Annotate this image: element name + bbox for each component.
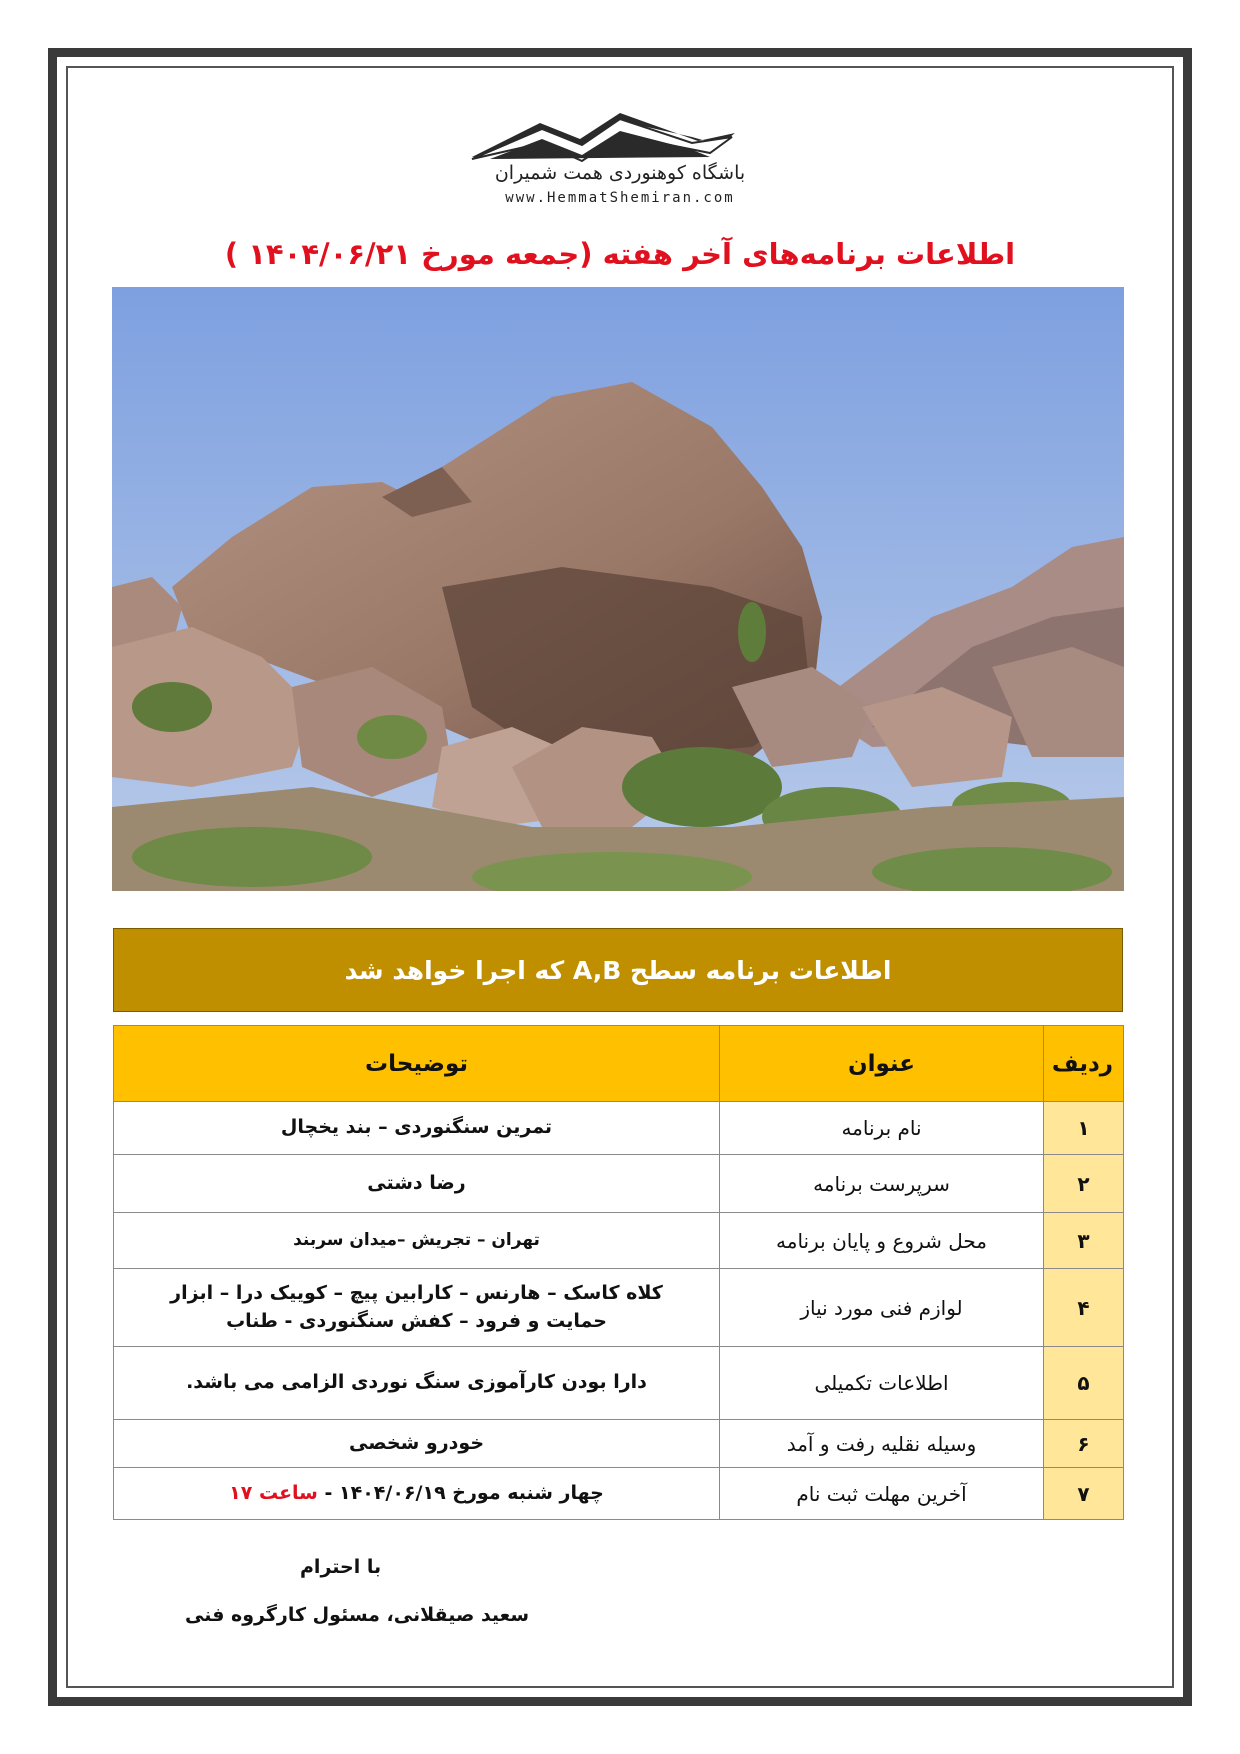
row-desc: خودرو شخصی [114,1420,720,1468]
row-title: سرپرست برنامه [720,1155,1044,1213]
row-num: ۶ [1044,1420,1124,1468]
row-num: ۲ [1044,1155,1124,1213]
header-title: عنوان [720,1026,1044,1102]
signature-name: سعید صیقلانی، مسئول کارگروه فنی [185,1604,530,1626]
club-name: باشگاه کوهنوردی همت شمیران [494,162,746,184]
program-level-banner: اطلاعات برنامه سطح A,B که اجرا خواهد شد [113,928,1123,1012]
row-title: آخرین مهلت ثبت نام [720,1468,1044,1520]
page-title: اطلاعات برنامه‌های آخر هفته (جمعه مورخ ۱۴۰۴/۰۶/۲۱ ) [224,237,1016,271]
row-title: محل شروع و پایان برنامه [720,1213,1044,1269]
table-row [114,1420,1124,1468]
deadline-time: ساعت ۱۷ [229,1481,318,1504]
row-desc: تهران – تجریش –میدان سربند [114,1213,720,1269]
row-desc [114,1269,720,1347]
row-desc: تمرین سنگنوردی – بند یخچال [114,1102,720,1155]
boulder-photo [112,287,1124,891]
row-title: اطلاعات تکمیلی [720,1347,1044,1420]
table-row [114,1269,1124,1347]
row-title: نام برنامه [720,1102,1044,1155]
table-row [114,1468,1124,1520]
row-desc-line: کلاه کاسک – هارنس – کارابین پیچ – کوییک درا – ابزار [170,1281,663,1304]
signature-closing: با احترام [300,1556,382,1578]
header-num: ردیف [1044,1026,1124,1102]
program-info-table [113,1025,1124,1520]
club-website: www.HemmatShemiran.com [505,190,735,206]
row-title: لوازم فنی مورد نیاز [720,1269,1044,1347]
table-row [114,1102,1124,1155]
row-num: ۱ [1044,1102,1124,1155]
table-row [114,1347,1124,1420]
row-desc [114,1468,720,1520]
row-desc-line: حمایت و فرود – کفش سنگنوردی - طناب [226,1309,607,1332]
row-title: وسیله نقلیه رفت و آمد [720,1420,1044,1468]
club-logo-icon [470,95,770,205]
table-row [114,1155,1124,1213]
header-desc: توضیحات [114,1026,720,1102]
table-row [114,1213,1124,1269]
row-num: ۳ [1044,1213,1124,1269]
deadline-date: چهار شنبه مورخ ۱۴۰۴/۰۶/۱۹ - [324,1481,604,1504]
row-num: ۵ [1044,1347,1124,1420]
row-num: ۷ [1044,1468,1124,1520]
row-num: ۴ [1044,1269,1124,1347]
row-desc: رضا دشتی [114,1155,720,1213]
row-desc: دارا بودن کارآموزی سنگ نوردی الزامی می باشد. [114,1347,720,1420]
table-header-row [114,1026,1124,1102]
